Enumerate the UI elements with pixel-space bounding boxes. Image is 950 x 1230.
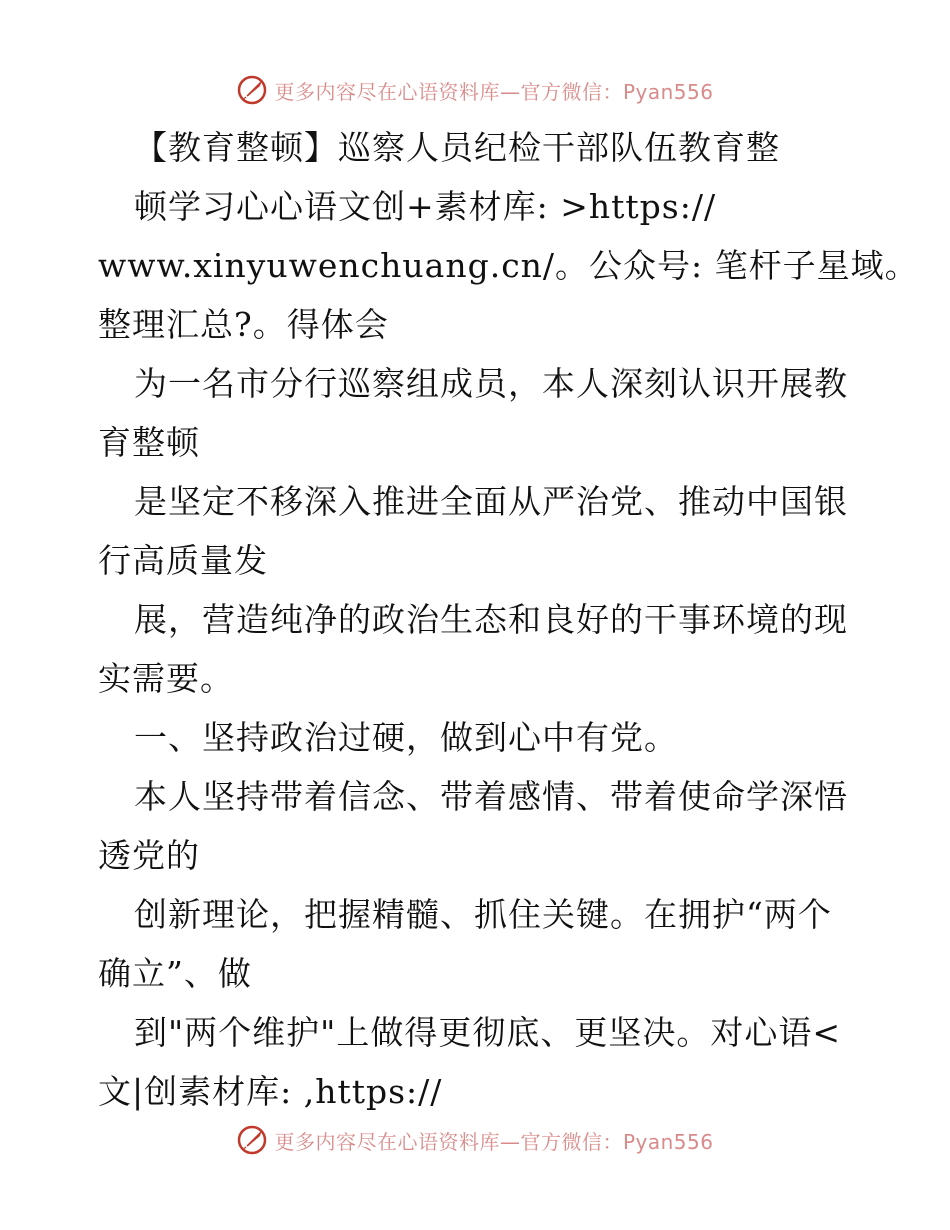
watermark-text: 更多内容尽在心语资料库—官方微信：Pyan556 xyxy=(274,1129,714,1154)
text-line: 整理汇总?。得体会 xyxy=(98,305,389,344)
text-line: 行高质量发 xyxy=(98,541,268,580)
text-line: 本人坚持带着信念、带着感情、带着使命学深悟 xyxy=(134,777,848,816)
text-line: 文|创素材库: ,https:// xyxy=(98,1072,443,1111)
text-line: 是坚定不移深入推进全面从严治党、推动中国银 xyxy=(134,482,848,521)
watermark-text: 更多内容尽在心语资料库—官方微信：Pyan556 xyxy=(274,79,714,104)
text-line: 确立”、做 xyxy=(98,954,252,993)
text-line: 创新理论，把握精髓、抓住关键。在拥护“两个 xyxy=(134,895,832,934)
text-line: 到"两个维护"上做得更彻底、更坚决。对心语< xyxy=(134,1013,842,1052)
quill-logo-icon xyxy=(236,74,268,106)
title-line: 【教育整顿】巡察人员纪检干部队伍教育整 xyxy=(134,128,780,167)
quill-logo-icon xyxy=(236,1124,268,1156)
text-line: 透党的 xyxy=(98,836,200,875)
section-heading: 一、坚持政治过硬，做到心中有党。 xyxy=(134,718,678,757)
text-line: 展，营造纯净的政治生态和良好的干事环境的现 xyxy=(134,600,848,639)
text-line: 育整顿 xyxy=(98,423,200,462)
footer-watermark xyxy=(0,1120,950,1160)
header-watermark xyxy=(0,70,950,110)
text-line: 实需要。 xyxy=(98,659,234,698)
document-body xyxy=(98,118,919,1121)
text-line: www.xinyuwenchuang.cn/。公众号: 笔杆子星域。 xyxy=(98,246,919,285)
text-line: 为一名市分行巡察组成员，本人深刻认识开展教 xyxy=(134,364,848,403)
text-line: 顿学习心心语文创+素材库: >https:// xyxy=(134,187,717,226)
